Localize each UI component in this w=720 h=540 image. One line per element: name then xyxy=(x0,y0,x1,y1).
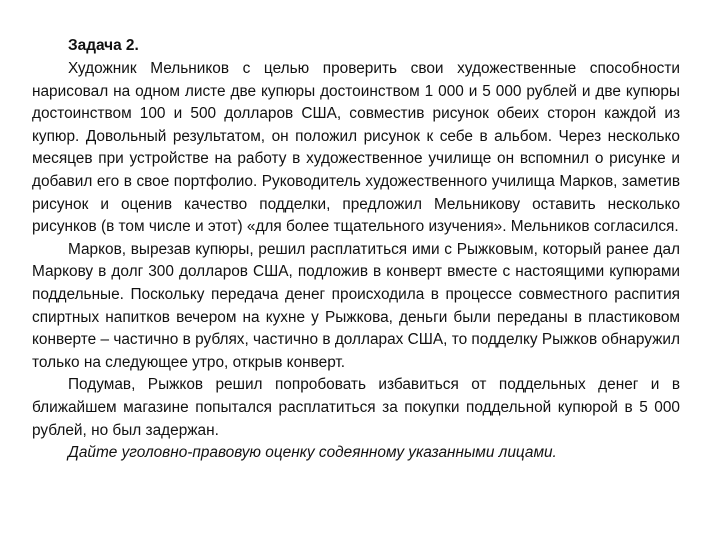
paragraph-ryzhkov: Подумав, Рыжков решил попробовать избавиться от поддельных денег и в ближайшем магазине попытался расплатиться за покупки поддельной купюрой в 5 000 рублей, но был задержан. xyxy=(32,376,680,439)
paragraph-melnikov: Художник Мельников с целью проверить свои художественные способности нарисовал на одном листе две купюры достоинством 1 000 и 5 000 рублей и две купюры достоинством 100 и 500 долларов США, совместив рисунок обеих сторон каждой из купюр. Довольный результатом, он положил рисунок к себе в альбом. Через несколько месяцев при устройстве на работу в художественное училище он вспомнил о рисунке и добавил его в свое портфолио. Руководитель художественного училища Марков, заметив рисунок и оценив качество подделки, предложил Мельникову оставить несколько рисунков (в том числе и этот) «для более тщательного изучения». Мельников согласился. xyxy=(32,60,680,236)
paragraph-markov: Марков, вырезав купюры, решил расплатиться ими с Рыжковым, который ранее дал Маркову в долг 300 долларов США, подложив в конверт вместе с настоящими купюрами поддельные. Поскольку передача денег происходила в процессе совместного распития спиртных напитков вечером на кухне у Рыжкова, деньги были переданы в пластиковом конверте – частично в рублях, частично в долларах США, то подделку Рыжков обнаружил только на следующее утро, открыв конверт. xyxy=(32,240,680,371)
task-question: Дайте уголовно-правовую оценку содеянному указанными лицами. xyxy=(68,444,557,462)
problem-title: Задача 2. xyxy=(68,37,139,54)
